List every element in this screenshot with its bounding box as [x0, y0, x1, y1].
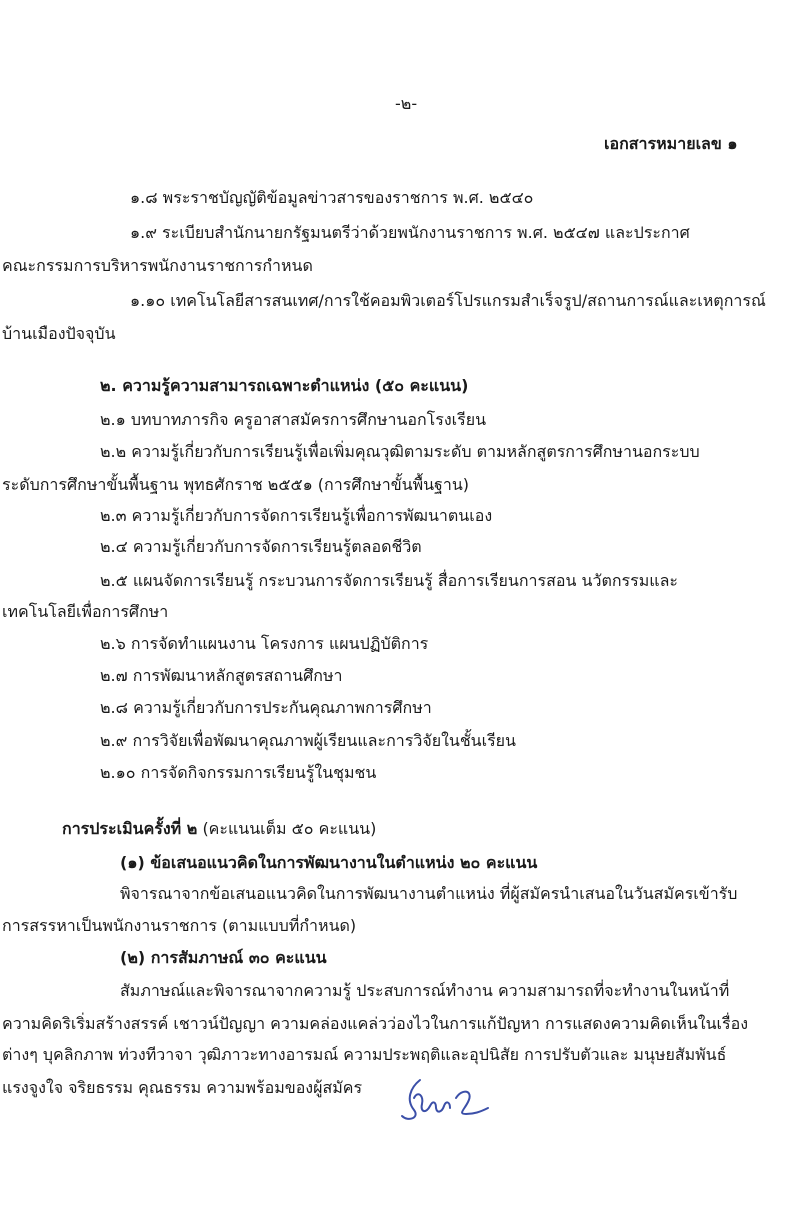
item-2-6: ๒.๖ การจัดทำแผนงาน โครงการ แผนปฏิบัติการ: [100, 634, 429, 653]
handwritten-signature: [400, 1068, 490, 1128]
assessment-2-sub1-line1: พิจารณาจากข้อเสนอแนวคิดในการพัฒนางานตำแหน่ง ที่ผู้สมัครนำเสนอในวันสมัครเข้ารับ: [120, 884, 738, 903]
item-2-2-cont: ระดับการศึกษาขั้นพื้นฐาน พุทธศักราช ๒๕๕๑ (การศึกษาขั้นพื้นฐาน): [2, 475, 470, 494]
item-1-8: ๑.๘ พระราชบัญญัติข้อมูลข่าวสารของราชการ พ.ศ. ๒๕๔๐: [130, 188, 534, 207]
assessment-2-sub1-heading: (๑) ข้อเสนอแนวคิดในการพัฒนางานในตำแหน่ง ๒๐ คะแนน: [120, 853, 538, 872]
item-2-5: ๒.๕ แผนจัดการเรียนรู้ กระบวนการจัดการเรียนรู้ สื่อการเรียนการสอน นวัตกรรมและ: [100, 571, 678, 590]
item-1-10-cont: บ้านเมืองปัจจุบัน: [2, 324, 116, 343]
item-1-9-cont: คณะกรรมการบริหารพนักงานราชการกำหนด: [2, 256, 313, 275]
item-2-7: ๒.๗ การพัฒนาหลักสูตรสถานศึกษา: [100, 666, 343, 685]
item-2-9: ๒.๙ การวิจัยเพื่อพัฒนาคุณภาพผู้เรียนและการวิจัยในชั้นเรียน: [100, 731, 516, 750]
item-2-2: ๒.๒ ความรู้เกี่ยวกับการเรียนรู้เพื่อเพิ่มคุณวุฒิตามระดับ ตามหลักสูตรการศึกษานอกระบบ: [100, 442, 700, 461]
item-2-4: ๒.๔ ความรู้เกี่ยวกับการจัดการเรียนรู้ตลอดชีวิต: [100, 537, 422, 556]
item-1-9: ๑.๙ ระเบียบสำนักนายกรัฐมนตรีว่าด้วยพนักงานราชการ พ.ศ. ๒๕๔๗ และประกาศ: [130, 223, 690, 242]
assessment-2-sub2-line3: ต่างๆ บุคลิกภาพ ท่วงทีวาจา วุฒิภาวะทางอารมณ์ ความประพฤติและอุปนิสัย การปรับตัวและ มนุษยสัมพันธ์: [2, 1045, 727, 1064]
page-number: -๒-: [395, 94, 418, 113]
document-label: เอกสารหมายเลข ๑: [604, 134, 738, 153]
assessment-2-score: (คะแนนเต็ม ๕๐ คะแนน): [202, 819, 377, 838]
item-1-10: ๑.๑๐ เทคโนโลยีสารสนเทศ/การใช้คอมพิวเตอร์โปรแกรมสำเร็จรูป/สถานการณ์และเหตุการณ์: [130, 291, 766, 310]
assessment-2-heading: [62, 818, 376, 840]
assessment-2-sub2-line1: สัมภาษณ์และพิจารณาจากความรู้ ประสบการณ์ทำงาน ความสามารถที่จะทำงานในหน้าที่: [120, 981, 730, 1000]
section-2-heading: ๒. ความรู้ความสามารถเฉพาะตำแหน่ง (๕๐ คะแนน): [100, 376, 469, 395]
assessment-2-sub2-line2: ความคิดริเริ่มสร้างสรรค์ เชาวน์ปัญญา ความคล่องแคล่วว่องไวในการแก้ปัญหา การแสดงความคิดเห็นในเรื่อง: [2, 1014, 748, 1033]
item-2-3: ๒.๓ ความรู้เกี่ยวกับการจัดการเรียนรู้เพื่อการพัฒนาตนเอง: [100, 506, 493, 525]
item-2-1: ๒.๑ บทบาทภารกิจ ครูอาสาสมัครการศึกษานอกโรงเรียน: [100, 410, 487, 429]
assessment-2-sub2-heading: (๒) การสัมภาษณ์ ๓๐ คะแนน: [120, 948, 327, 967]
assessment-2-sub1-line2: การสรรหาเป็นพนักงานราชการ (ตามแบบที่กำหนด): [2, 916, 357, 935]
item-2-5-cont: เทคโนโลยีเพื่อการศึกษา: [2, 602, 169, 621]
assessment-2-sub2-line4: แรงจูงใจ จริยธรรม คุณธรรม ความพร้อมของผู้สมัคร: [2, 1078, 363, 1097]
assessment-2-title: การประเมินครั้งที่ ๒: [62, 819, 198, 838]
item-2-10: ๒.๑๐ การจัดกิจกรรมการเรียนรู้ในชุมชน: [100, 763, 377, 782]
item-2-8: ๒.๘ ความรู้เกี่ยวกับการประกันคุณภาพการศึกษา: [100, 698, 432, 717]
